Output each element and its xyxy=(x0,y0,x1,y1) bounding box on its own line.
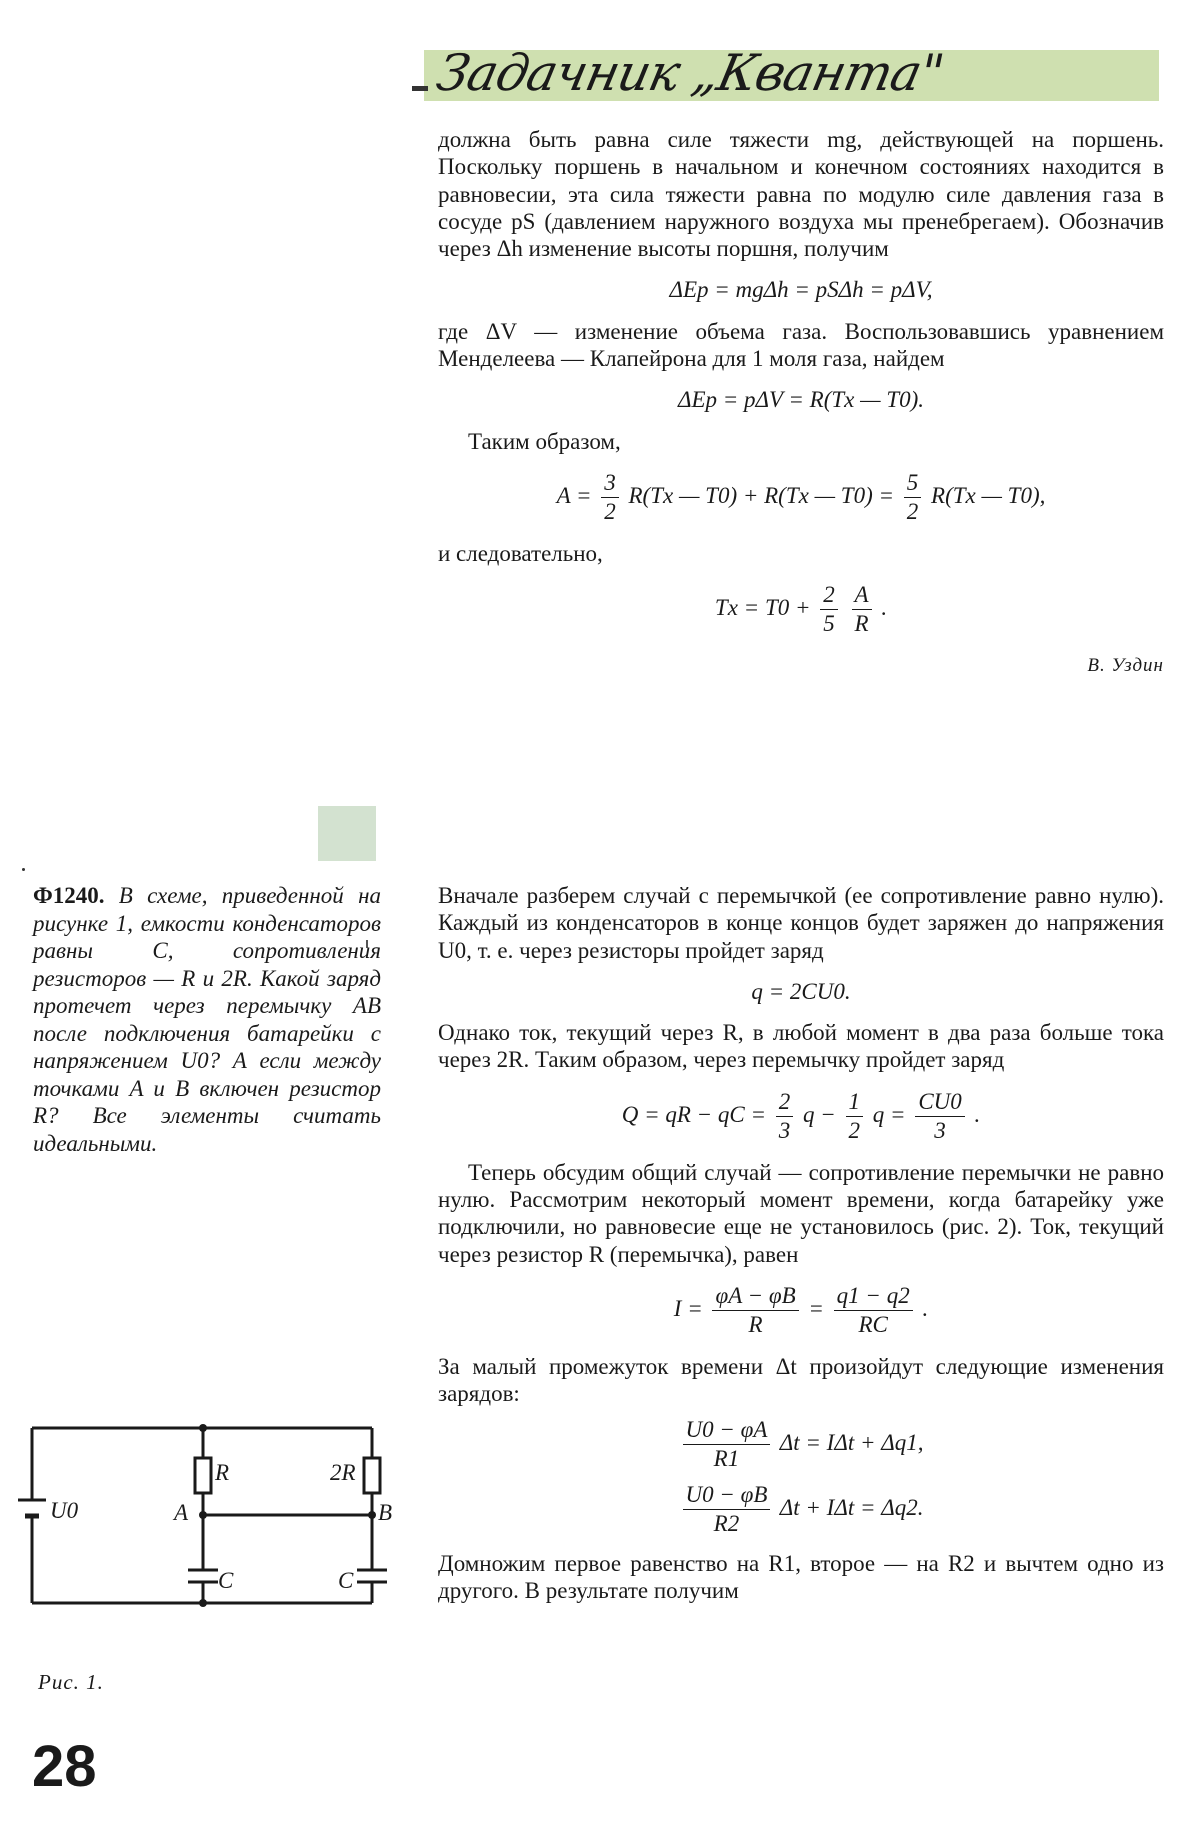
stray-mark xyxy=(22,868,25,871)
fraction: $\frac{U0 - \varphi A}{R1}$ xyxy=(683,1416,771,1473)
fraction: $\frac{q1 - q2}{RC}$ xyxy=(834,1282,913,1339)
problem-text: В схеме, приведенной на рисунке 1, емкости конденсаторов равны C, сопротивления резисторов — R и 2R. Какой заряд протечет через перемычку AB после подключения батарейки с напряжением U0? А если между точками A и B включен резистор R? Все элементы считать идеальными. xyxy=(33,883,381,1156)
paragraph: где ΔV — изменение объема газа. Воспользовавшись уравнением Менделеева — Клапейрона для 1 моля газа, найдем xyxy=(438,318,1164,372)
paragraph: За малый промежуток времени Δt произойдут следующие изменения зарядов: xyxy=(438,1353,1164,1407)
equation: q = 2CU0. xyxy=(751,978,851,1004)
header-tick xyxy=(412,86,428,91)
section-header-title: Задачник „Кванта" xyxy=(431,44,949,102)
author-signature: В. Уздин xyxy=(1087,655,1164,677)
node xyxy=(199,1599,207,1607)
top-section xyxy=(438,126,1164,680)
equation: ΔEp = mgΔh = pSΔh = pΔV, xyxy=(669,277,933,303)
fraction: $\frac{1}{2}$ xyxy=(846,1088,864,1145)
label-c-right: C xyxy=(338,1568,354,1593)
label-u0: U0 xyxy=(50,1498,79,1523)
resistor-r xyxy=(195,1458,211,1493)
resistor-2r xyxy=(364,1458,380,1493)
equation-change-1: $\frac{U0 - \varphi A}{R1}$ Δt = IΔt + Δq1, xyxy=(438,1416,1164,1473)
fraction: $\frac{3}{2}$ xyxy=(601,469,619,526)
equation-charge: Q = qR − qC = $\frac{2}{3}$ q − $\frac{1}{2}$ q = $\frac{CU0}{3}$ . xyxy=(621,1088,981,1143)
equation: ΔEp = pΔV = R(Tx — T0). xyxy=(677,387,925,413)
node xyxy=(199,1424,207,1432)
fraction: $\frac{CU0}{3}$ xyxy=(915,1088,964,1145)
fraction: $\frac{U0 - \varphi B}{R2}$ xyxy=(683,1481,771,1538)
solution-section xyxy=(438,882,1164,1604)
paragraph: Теперь обсудим общий случай — сопротивление перемычки не равно нулю. Рассмотрим некоторый момент времени, когда батарейку уже подключили, но равновесие еще не установилось (рис. 2). Ток, текущий через резистор R (перемычка), равен xyxy=(438,1159,1164,1267)
label-b: B xyxy=(378,1500,393,1525)
label-2r: 2R xyxy=(330,1460,356,1485)
figure-caption: Рис. 1. xyxy=(38,1670,104,1694)
paragraph: Вначале разберем случай с перемычкой (ее сопротивление равно нулю). Каждый из конденсаторов в конце концов будет заряжен до напряжения U0, т. е. через резисторы пройдет заряд xyxy=(438,883,1164,963)
equation-current: I = $\frac{\varphi A - \varphi B}{R}$ = $\frac{q1 - q2}{RC}$ . xyxy=(673,1282,929,1337)
paragraph: должна быть равна силе тяжести mg, действующей на поршень. Поскольку поршень в начальном и конечном состояниях находится в равновесии, эта сила тяжести равна по модулю силе давления газа в сосуде pS (давлением наружного воздуха мы пренебрегаем). Обозначив через Δh изменение высоты поршня, получим xyxy=(438,127,1164,262)
label-r: R xyxy=(215,1460,230,1485)
paragraph: и следовательно, xyxy=(438,540,603,566)
problem-number: Ф1240. xyxy=(33,883,105,908)
fraction: $\frac{2}{5}$ xyxy=(820,581,838,638)
label-c-left: C xyxy=(218,1568,234,1593)
paragraph: Таким образом, xyxy=(468,428,621,454)
label-a: A xyxy=(174,1500,189,1525)
page-number: 28 xyxy=(32,1734,97,1799)
fraction: $\frac{\varphi A - \varphi B}{R}$ xyxy=(712,1282,798,1339)
decorative-square xyxy=(318,806,376,861)
fraction: $\frac{A}{R}$ xyxy=(852,581,872,638)
node-b xyxy=(368,1511,376,1519)
fraction: $\frac{5}{2}$ xyxy=(904,469,922,526)
equation-result: Tx = T0 + $\frac{2}{5}$ $\frac{A}{R}$ . xyxy=(714,582,888,637)
fraction: $\frac{2}{3}$ xyxy=(776,1088,794,1145)
paragraph: Однако ток, текущий через R, в любой момент в два раза больше тока через 2R. Таким образом, через перемычку пройдет заряд xyxy=(438,1020,1164,1073)
problem-statement xyxy=(33,882,381,1157)
equation-change-2: $\frac{U0 - \varphi B}{R2}$ Δt + IΔt = Δq2. xyxy=(438,1481,1164,1538)
circuit-diagram xyxy=(22,1418,393,1618)
paragraph: Домножим первое равенство на R1, второе — на R2 и вычтем одно из другого. В результате получим xyxy=(438,1550,1164,1603)
node-a xyxy=(199,1511,207,1519)
equation-work: A = $\frac{3}{2}$ R(Tx — T0) + R(Tx — T0) = $\frac{5}{2}$ R(Tx — T0), xyxy=(556,469,1046,524)
